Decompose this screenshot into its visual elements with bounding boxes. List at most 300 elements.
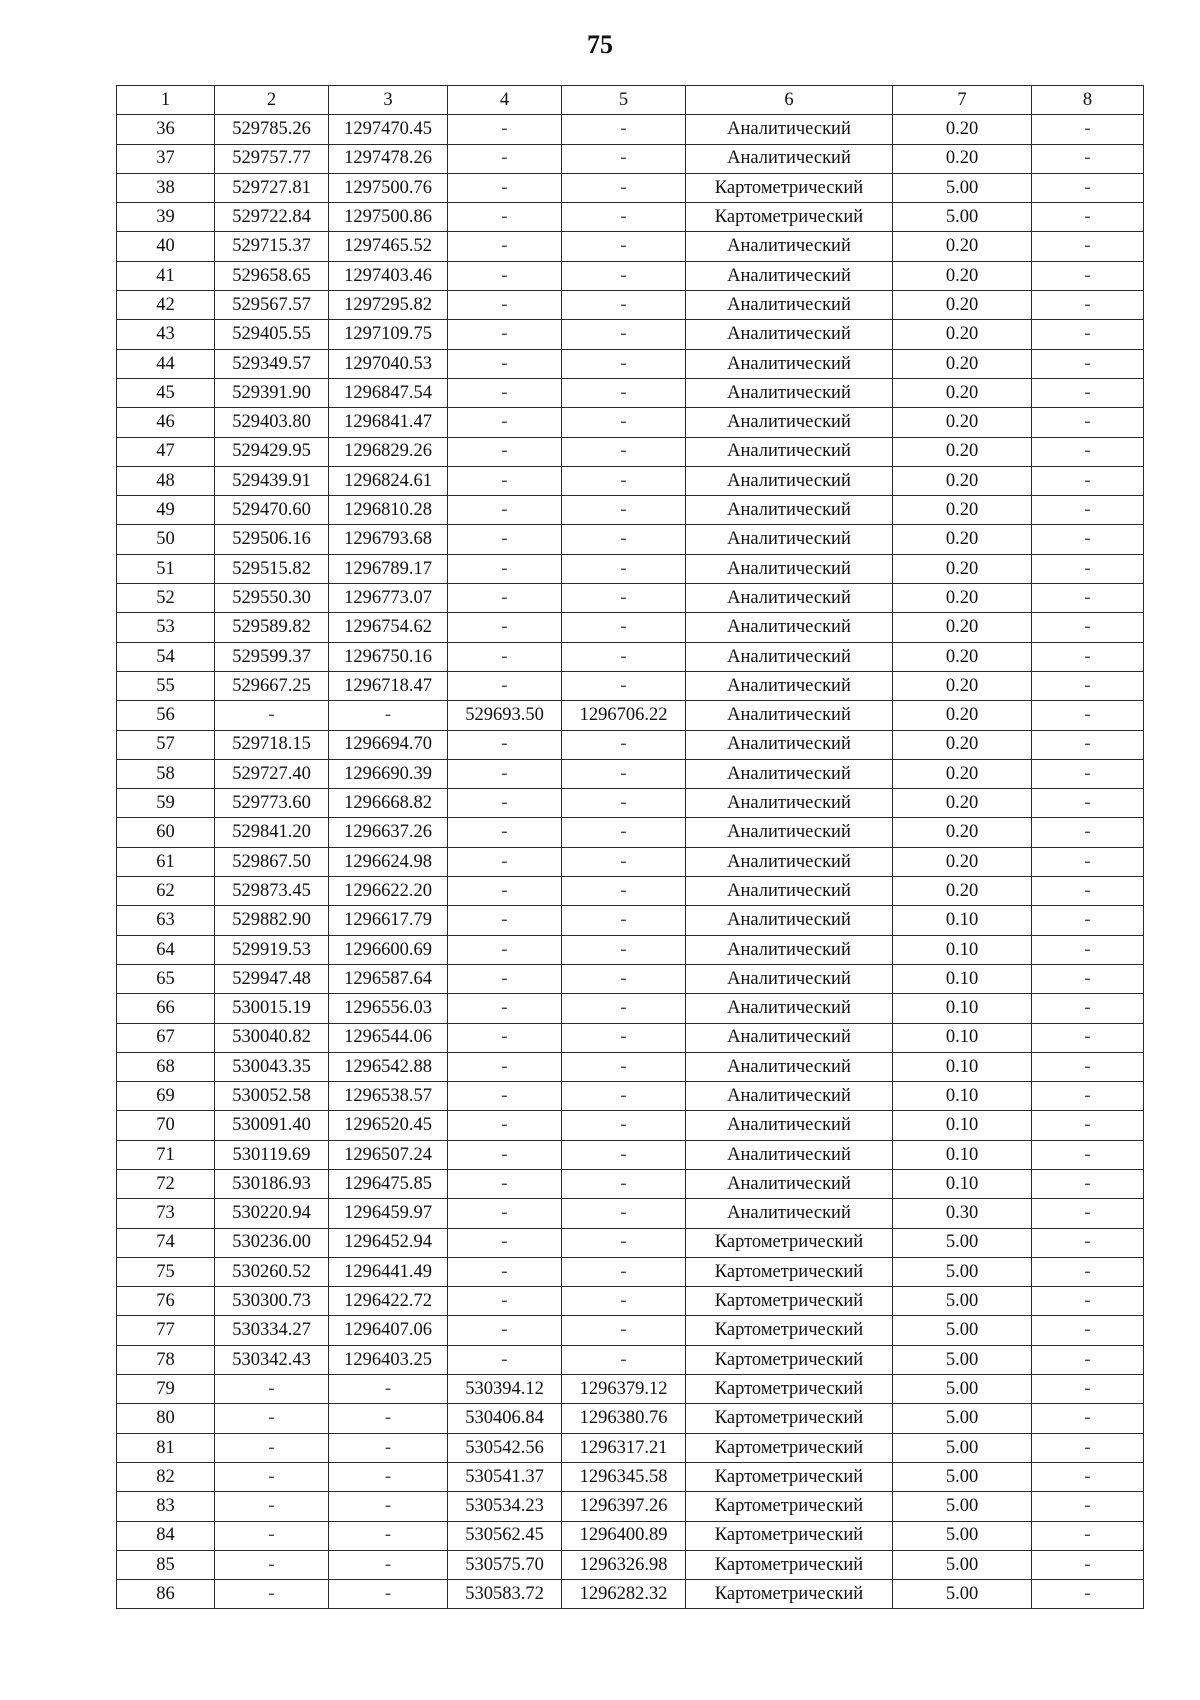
table-row [117,466,1144,495]
table-cell-col-4: - [448,1257,562,1286]
table-row [117,1492,1144,1521]
table-cell-col-2: - [215,1375,329,1404]
table-cell-col-6: Аналитический [686,730,893,759]
table-cell-col-1: 46 [117,408,215,437]
table-cell-col-8: - [1032,671,1144,700]
table-cell-col-4: - [448,759,562,788]
table-cell-col-3: 1297109.75 [329,320,448,349]
table-cell-col-2: - [215,1521,329,1550]
table-cell-col-6: Картометрический [686,1521,893,1550]
table-row [117,584,1144,613]
table-cell-col-2: 530260.52 [215,1257,329,1286]
table-cell-col-1: 44 [117,349,215,378]
table-cell-col-6: Аналитический [686,291,893,320]
table-cell-col-1: 70 [117,1111,215,1140]
table-cell-col-1: 40 [117,232,215,261]
table-cell-col-7: 0.20 [893,730,1032,759]
table-row [117,554,1144,583]
table-cell-col-7: 0.20 [893,847,1032,876]
table-cell-col-1: 55 [117,671,215,700]
table-cell-col-4: - [448,378,562,407]
table-cell-col-2: - [215,1404,329,1433]
table-cell-col-7: 0.20 [893,320,1032,349]
table-cell-col-6: Аналитический [686,496,893,525]
table-cell-col-3: 1296750.16 [329,642,448,671]
table-cell-col-6: Картометрический [686,203,893,232]
table-cell-col-8: - [1032,818,1144,847]
table-cell-col-8: - [1032,173,1144,202]
table-cell-col-5: - [562,671,686,700]
table-row [117,437,1144,466]
table-cell-col-4: - [448,203,562,232]
table-row [117,408,1144,437]
table-cell-col-4: 529693.50 [448,701,562,730]
table-cell-col-7: 5.00 [893,1316,1032,1345]
table-cell-col-3: 1296637.26 [329,818,448,847]
table-cell-col-5: - [562,759,686,788]
table-cell-col-2: 529405.55 [215,320,329,349]
table-row [117,173,1144,202]
table-cell-col-2: 529349.57 [215,349,329,378]
table-cell-col-6: Аналитический [686,1140,893,1169]
table-cell-col-3: 1296520.45 [329,1111,448,1140]
table-cell-col-3: 1296773.07 [329,584,448,613]
table-cell-col-3: 1296829.26 [329,437,448,466]
table-row [117,671,1144,700]
table-cell-col-6: Картометрический [686,1375,893,1404]
table-cell-col-6: Аналитический [686,525,893,554]
table-cell-col-7: 0.20 [893,144,1032,173]
table-cell-col-1: 82 [117,1462,215,1491]
table-cell-col-6: Картометрический [686,1462,893,1491]
table-cell-col-5: - [562,1345,686,1374]
table-cell-col-8: - [1032,1550,1144,1579]
table-cell-col-6: Аналитический [686,789,893,818]
table-cell-col-5: - [562,291,686,320]
table-cell-col-5: 1296345.58 [562,1462,686,1491]
table-cell-col-7: 5.00 [893,1550,1032,1579]
table-cell-col-3: 1297478.26 [329,144,448,173]
table-cell-col-7: 0.20 [893,789,1032,818]
table-cell-col-4: - [448,1023,562,1052]
table-cell-col-7: 5.00 [893,1462,1032,1491]
table-cell-col-6: Картометрический [686,1550,893,1579]
table-cell-col-7: 0.20 [893,115,1032,144]
table-cell-col-1: 80 [117,1404,215,1433]
table-cell-col-2: 530015.19 [215,994,329,1023]
table-cell-col-5: - [562,818,686,847]
table-cell-col-5: - [562,642,686,671]
table-cell-col-6: Аналитический [686,642,893,671]
table-cell-col-5: 1296706.22 [562,701,686,730]
table-cell-col-4: - [448,437,562,466]
table-cell-col-1: 45 [117,378,215,407]
table-body [117,115,1144,1609]
table-cell-col-5: - [562,906,686,935]
table-cell-col-1: 69 [117,1082,215,1111]
table-cell-col-8: - [1032,1316,1144,1345]
table-cell-col-1: 65 [117,964,215,993]
table-row [117,789,1144,818]
table-cell-col-3: 1296422.72 [329,1287,448,1316]
table-cell-col-1: 74 [117,1228,215,1257]
table-cell-col-3: 1296475.85 [329,1169,448,1198]
table-cell-col-7: 5.00 [893,1375,1032,1404]
table-cell-col-8: - [1032,320,1144,349]
table-cell-col-2: 530220.94 [215,1199,329,1228]
table-cell-col-6: Аналитический [686,1111,893,1140]
table-cell-col-5: - [562,730,686,759]
table-cell-col-5: 1296326.98 [562,1550,686,1579]
table-cell-col-2: 530342.43 [215,1345,329,1374]
table-cell-col-6: Аналитический [686,261,893,290]
table-cell-col-2: 530300.73 [215,1287,329,1316]
table-cell-col-3: 1297500.86 [329,203,448,232]
table-cell-col-3: 1296403.25 [329,1345,448,1374]
table-cell-col-1: 50 [117,525,215,554]
table-cell-col-4: - [448,994,562,1023]
table-cell-col-3: 1297295.82 [329,291,448,320]
table-cell-col-8: - [1032,378,1144,407]
table-cell-col-5: 1296397.26 [562,1492,686,1521]
table-cell-col-7: 5.00 [893,173,1032,202]
table-cell-col-6: Аналитический [686,994,893,1023]
table-row [117,935,1144,964]
table-cell-col-2: 529773.60 [215,789,329,818]
table-cell-col-4: 530406.84 [448,1404,562,1433]
table-cell-col-2: - [215,1433,329,1462]
table-cell-col-1: 85 [117,1550,215,1579]
table-row [117,203,1144,232]
table-row [117,1257,1144,1286]
table-cell-col-5: - [562,203,686,232]
table-cell-col-3: 1296810.28 [329,496,448,525]
table-cell-col-6: Аналитический [686,759,893,788]
table-cell-col-1: 61 [117,847,215,876]
table-cell-col-1: 52 [117,584,215,613]
table-row [117,261,1144,290]
table-cell-col-4: - [448,1082,562,1111]
table-cell-col-2: 529727.40 [215,759,329,788]
table-row [117,877,1144,906]
table-cell-col-7: 0.20 [893,437,1032,466]
table-cell-col-6: Аналитический [686,554,893,583]
table-cell-col-5: - [562,1199,686,1228]
table-cell-col-7: 0.10 [893,994,1032,1023]
table-row [117,1580,1144,1609]
table-cell-col-8: - [1032,1111,1144,1140]
table-row [117,1228,1144,1257]
table-cell-col-8: - [1032,1023,1144,1052]
table-cell-col-7: 0.20 [893,818,1032,847]
table-cell-col-4: - [448,671,562,700]
table-cell-col-6: Картометрический [686,1316,893,1345]
table-cell-col-6: Аналитический [686,144,893,173]
table-cell-col-4: - [448,291,562,320]
table-cell-col-3: - [329,701,448,730]
table-cell-col-7: 0.10 [893,1111,1032,1140]
table-row [117,847,1144,876]
table-row [117,1082,1144,1111]
table-cell-col-3: - [329,1550,448,1579]
table-cell-col-1: 64 [117,935,215,964]
column-header-5: 5 [562,86,686,115]
table-cell-col-3: 1296459.97 [329,1199,448,1228]
table-cell-col-7: 0.10 [893,906,1032,935]
table-cell-col-8: - [1032,964,1144,993]
table-cell-col-1: 47 [117,437,215,466]
table-cell-col-8: - [1032,232,1144,261]
table-cell-col-2: 529841.20 [215,818,329,847]
table-row [117,964,1144,993]
table-cell-col-2: 529515.82 [215,554,329,583]
table-cell-col-5: - [562,437,686,466]
table-cell-col-4: - [448,1316,562,1345]
table-row [117,1345,1144,1374]
table-cell-col-4: - [448,525,562,554]
table-cell-col-7: 0.20 [893,671,1032,700]
table-cell-col-3: 1296600.69 [329,935,448,964]
table-cell-col-6: Аналитический [686,1023,893,1052]
table-cell-col-5: - [562,115,686,144]
table-cell-col-1: 73 [117,1199,215,1228]
table-cell-col-5: - [562,144,686,173]
table-cell-col-4: - [448,496,562,525]
table-cell-col-4: - [448,1199,562,1228]
table-row [117,1287,1144,1316]
table-cell-col-3: 1296841.47 [329,408,448,437]
table-cell-col-1: 71 [117,1140,215,1169]
table-cell-col-6: Аналитический [686,320,893,349]
table-cell-col-6: Аналитический [686,1169,893,1198]
table-cell-col-5: - [562,1316,686,1345]
table-cell-col-1: 57 [117,730,215,759]
coordinates-table [116,85,1144,1609]
table-cell-col-3: 1296690.39 [329,759,448,788]
table-cell-col-6: Аналитический [686,818,893,847]
table-cell-col-1: 51 [117,554,215,583]
table-cell-col-3: 1296587.64 [329,964,448,993]
table-cell-col-4: 530562.45 [448,1521,562,1550]
table-cell-col-1: 60 [117,818,215,847]
table-cell-col-1: 54 [117,642,215,671]
table-cell-col-4: - [448,818,562,847]
table-row [117,144,1144,173]
table-cell-col-6: Аналитический [686,466,893,495]
table-cell-col-2: - [215,701,329,730]
table-cell-col-7: 0.10 [893,935,1032,964]
table-cell-col-7: 5.00 [893,1492,1032,1521]
table-cell-col-5: - [562,1023,686,1052]
table-cell-col-2: 529429.95 [215,437,329,466]
table-cell-col-8: - [1032,1169,1144,1198]
table-cell-col-2: 529722.84 [215,203,329,232]
table-cell-col-3: 1296617.79 [329,906,448,935]
table-cell-col-5: - [562,496,686,525]
table-cell-col-7: 0.20 [893,466,1032,495]
table-cell-col-7: 0.10 [893,1023,1032,1052]
column-header-7: 7 [893,86,1032,115]
table-cell-col-3: 1296789.17 [329,554,448,583]
table-cell-col-5: - [562,613,686,642]
table-cell-col-3: 1296847.54 [329,378,448,407]
table-cell-col-3: - [329,1521,448,1550]
table-cell-col-3: 1297470.45 [329,115,448,144]
table-row [117,1550,1144,1579]
table-cell-col-7: 0.20 [893,349,1032,378]
table-cell-col-6: Аналитический [686,906,893,935]
table-cell-col-7: 5.00 [893,1257,1032,1286]
table-cell-col-6: Аналитический [686,115,893,144]
table-cell-col-3: 1296542.88 [329,1052,448,1081]
table-cell-col-5: - [562,1111,686,1140]
table-row [117,730,1144,759]
table-cell-col-3: - [329,1404,448,1433]
table-cell-col-4: - [448,1345,562,1374]
table-cell-col-4: 530394.12 [448,1375,562,1404]
table-cell-col-4: - [448,115,562,144]
table-cell-col-6: Аналитический [686,584,893,613]
table-cell-col-8: - [1032,847,1144,876]
table-cell-col-1: 49 [117,496,215,525]
column-header-1: 1 [117,86,215,115]
table-cell-col-7: 5.00 [893,1345,1032,1374]
table-cell-col-4: 530542.56 [448,1433,562,1462]
table-row [117,906,1144,935]
table-cell-col-5: - [562,261,686,290]
table-cell-col-5: - [562,1228,686,1257]
table-cell-col-5: - [562,1140,686,1169]
table-cell-col-7: 0.20 [893,584,1032,613]
table-cell-col-4: 530541.37 [448,1462,562,1491]
table-cell-col-4: - [448,232,562,261]
table-cell-col-4: - [448,1228,562,1257]
table-cell-col-7: 5.00 [893,1287,1032,1316]
table-cell-col-3: 1297465.52 [329,232,448,261]
table-cell-col-3: 1296793.68 [329,525,448,554]
table-cell-col-7: 0.10 [893,964,1032,993]
table-cell-col-2: 530043.35 [215,1052,329,1081]
table-cell-col-5: - [562,466,686,495]
table-cell-col-7: 5.00 [893,1521,1032,1550]
column-header-6: 6 [686,86,893,115]
table-row [117,1052,1144,1081]
table-cell-col-1: 79 [117,1375,215,1404]
table-cell-col-3: - [329,1492,448,1521]
table-cell-col-8: - [1032,1404,1144,1433]
table-cell-col-7: 5.00 [893,1404,1032,1433]
table-row [117,232,1144,261]
table-cell-col-6: Аналитический [686,701,893,730]
table-cell-col-4: - [448,1287,562,1316]
table-cell-col-2: 529439.91 [215,466,329,495]
table-row [117,1404,1144,1433]
table-row [117,1521,1144,1550]
table-cell-col-4: - [448,584,562,613]
table-cell-col-1: 39 [117,203,215,232]
table-row [117,818,1144,847]
table-row [117,1023,1144,1052]
table-cell-col-3: 1296824.61 [329,466,448,495]
table-cell-col-6: Картометрический [686,1345,893,1374]
table-cell-col-3: - [329,1462,448,1491]
table-cell-col-5: - [562,408,686,437]
table-cell-col-1: 66 [117,994,215,1023]
table-cell-col-7: 0.10 [893,1052,1032,1081]
table-cell-col-4: - [448,964,562,993]
table-cell-col-3: 1296544.06 [329,1023,448,1052]
table-row [117,1462,1144,1491]
table-cell-col-7: 0.20 [893,759,1032,788]
table-cell-col-5: 1296380.76 [562,1404,686,1433]
table-cell-col-5: - [562,349,686,378]
table-cell-col-5: 1296282.32 [562,1580,686,1609]
table-cell-col-2: 529715.37 [215,232,329,261]
table-cell-col-8: - [1032,759,1144,788]
table-row [117,378,1144,407]
table-cell-col-3: - [329,1433,448,1462]
table-cell-col-1: 36 [117,115,215,144]
table-cell-col-1: 78 [117,1345,215,1374]
table-cell-col-1: 81 [117,1433,215,1462]
table-cell-col-6: Картометрический [686,1404,893,1433]
table-row [117,1140,1144,1169]
page-number: 75 [587,30,613,59]
table-cell-col-6: Аналитический [686,1082,893,1111]
table-cell-col-5: - [562,1257,686,1286]
table-cell-col-1: 56 [117,701,215,730]
table-cell-col-7: 5.00 [893,1228,1032,1257]
table-cell-col-7: 0.20 [893,554,1032,583]
table-cell-col-4: - [448,730,562,759]
table-cell-col-2: 529718.15 [215,730,329,759]
table-cell-col-7: 5.00 [893,1433,1032,1462]
table-cell-col-8: - [1032,642,1144,671]
table-cell-col-2: 529867.50 [215,847,329,876]
table-cell-col-1: 53 [117,613,215,642]
table-row [117,525,1144,554]
table-cell-col-7: 0.30 [893,1199,1032,1228]
table-cell-col-8: - [1032,877,1144,906]
table-cell-col-1: 67 [117,1023,215,1052]
table-row [117,994,1144,1023]
table-cell-col-6: Аналитический [686,349,893,378]
table-cell-col-2: 529403.80 [215,408,329,437]
table-cell-col-2: 529470.60 [215,496,329,525]
table-cell-col-5: - [562,1169,686,1198]
table-cell-col-8: - [1032,203,1144,232]
table-cell-col-5: - [562,320,686,349]
table-cell-col-6: Аналитический [686,964,893,993]
table-cell-col-2: 530334.27 [215,1316,329,1345]
table-cell-col-8: - [1032,144,1144,173]
table-cell-col-5: - [562,378,686,407]
table-cell-col-7: 0.10 [893,1082,1032,1111]
table-cell-col-6: Аналитический [686,935,893,964]
table-cell-col-4: - [448,935,562,964]
table-cell-col-8: - [1032,261,1144,290]
table-cell-col-6: Аналитический [686,671,893,700]
table-cell-col-1: 75 [117,1257,215,1286]
table-cell-col-2: 529873.45 [215,877,329,906]
table-cell-col-4: - [448,1169,562,1198]
table-cell-col-7: 0.20 [893,642,1032,671]
table-cell-col-2: - [215,1550,329,1579]
table-row [117,642,1144,671]
table-cell-col-8: - [1032,935,1144,964]
table-cell-col-2: 529919.53 [215,935,329,964]
table-row [117,115,1144,144]
